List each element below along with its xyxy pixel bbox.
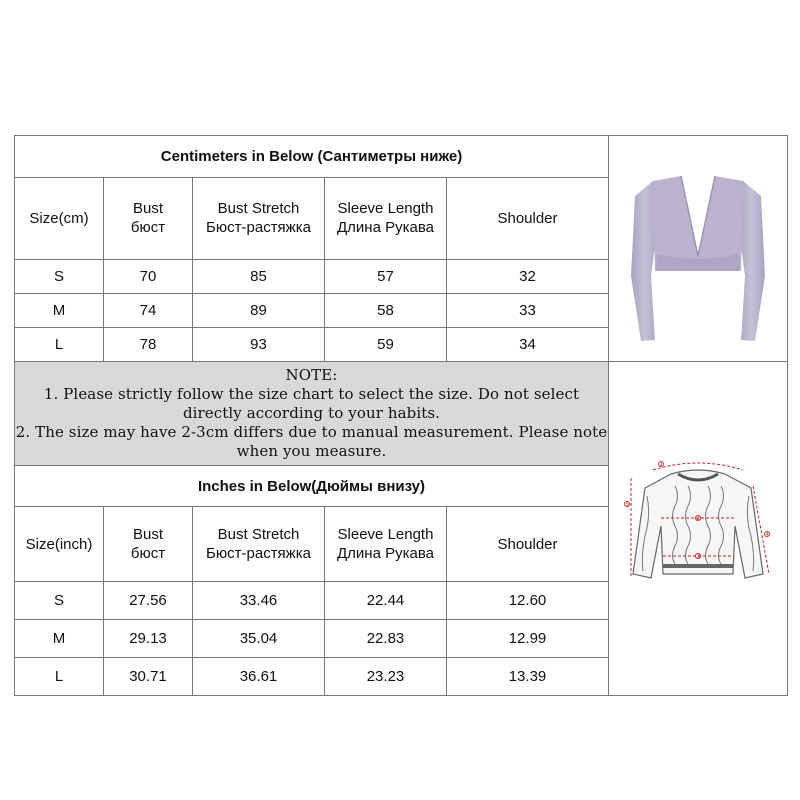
shoulder-cell: 32 <box>447 259 609 293</box>
bust-stretch-cell: 36.61 <box>193 658 325 696</box>
note-heading: NOTE: <box>285 366 338 384</box>
sleeve-length-cell: 22.44 <box>325 582 447 620</box>
bust-cell: 78 <box>104 327 193 361</box>
marker-label: 4 <box>765 531 770 538</box>
size-cell: M <box>15 293 104 327</box>
bust-cell: 29.13 <box>104 620 193 658</box>
bust-cell: 27.56 <box>104 582 193 620</box>
marker-label: 1 <box>659 461 664 468</box>
bust-stretch-cell: 33.46 <box>193 582 325 620</box>
sweater-measurement-diagram <box>623 456 773 596</box>
inch-header-sleeve-length: Sleeve Length Длина Рукава <box>325 507 447 582</box>
size-note <box>15 362 609 466</box>
product-photo-cell <box>609 136 788 362</box>
marker-label: 5 <box>625 501 630 508</box>
bust-stretch-cell: 35.04 <box>193 620 325 658</box>
inch-section-title: Inches in Below(Дюймы внизу) <box>15 466 609 507</box>
crop-top-photo <box>613 136 783 356</box>
size-cell: S <box>15 582 104 620</box>
cm-header-size: Size(cm) <box>15 178 104 259</box>
measurement-diagram-cell <box>609 362 788 696</box>
note-line: directly according to your habits. <box>182 404 441 422</box>
bust-stretch-cell: 89 <box>193 293 325 327</box>
marker-label: 3 <box>696 553 701 560</box>
inch-header-shoulder: Shoulder <box>447 507 609 582</box>
bust-stretch-cell: 93 <box>193 327 325 361</box>
shoulder-line <box>653 463 743 470</box>
size-chart-table <box>14 135 788 696</box>
bust-stretch-cell: 85 <box>193 259 325 293</box>
shoulder-cell: 34 <box>447 327 609 361</box>
note-line: 1. Please strictly follow the size chart to select the size. Do not select <box>43 385 580 403</box>
size-cell: L <box>15 658 104 696</box>
sleeve-length-cell: 59 <box>325 327 447 361</box>
sleeve-length-cell: 57 <box>325 259 447 293</box>
bust-cell: 30.71 <box>104 658 193 696</box>
cm-header-bust-stretch: Bust Stretch Бюст-растяжка <box>193 178 325 259</box>
size-cell: M <box>15 620 104 658</box>
shoulder-cell: 33 <box>447 293 609 327</box>
note-line: when you measure. <box>236 442 387 460</box>
cm-header-sleeve-length: Sleeve Length Длина Рукава <box>325 178 447 259</box>
shoulder-cell: 13.39 <box>447 658 609 696</box>
bust-cell: 74 <box>104 293 193 327</box>
size-cell: L <box>15 327 104 361</box>
cm-section-title: Centimeters in Below (Сантиметры ниже) <box>15 136 609 178</box>
inch-header-size: Size(inch) <box>15 507 104 582</box>
marker-label: 2 <box>696 515 701 522</box>
cm-header-shoulder: Shoulder <box>447 178 609 259</box>
shoulder-cell: 12.99 <box>447 620 609 658</box>
sleeve-length-cell: 22.83 <box>325 620 447 658</box>
inch-header-bust-stretch: Bust Stretch Бюст-растяжка <box>193 507 325 582</box>
bust-cell: 70 <box>104 259 193 293</box>
cm-header-bust: Bust бюст <box>104 178 193 259</box>
inch-header-bust: Bust бюст <box>104 507 193 582</box>
size-cell: S <box>15 259 104 293</box>
sweater-outline <box>633 470 763 578</box>
sleeve-length-cell: 58 <box>325 293 447 327</box>
shoulder-cell: 12.60 <box>447 582 609 620</box>
sleeve-length-cell: 23.23 <box>325 658 447 696</box>
note-line: 2. The size may have 2-3cm differs due to manual measurement. Please note <box>15 423 608 441</box>
